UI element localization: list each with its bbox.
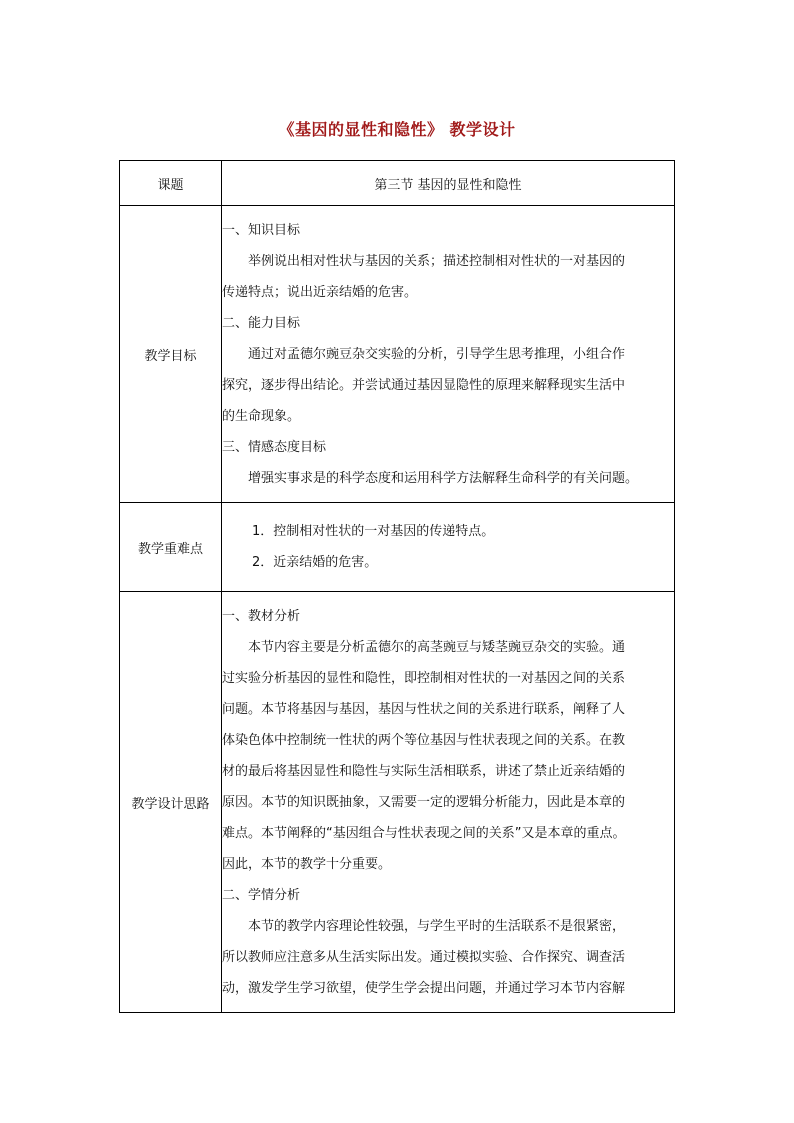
design-text-line: 因此，本节的教学十分重要。	[222, 856, 392, 872]
key-points-row	[120, 503, 675, 592]
goals-heading-attitude: 三、情感态度目标	[222, 439, 327, 455]
course-label: 课题	[120, 161, 222, 206]
design-text-line: 问题。本节将基因与基因，基因与性状之间的关系进行联系，阐释了人	[222, 701, 626, 717]
key-point-item: 1．控制相对性状的一对基因的传递特点。	[252, 524, 495, 539]
goals-text-line: 增强实事求是的科学态度和运用科学方法解释生命科学的有关问题。	[248, 470, 639, 486]
design-text-line: 动，激发学生学习欲望，使学生学会提出问题，并通过学习本节内容解	[222, 980, 626, 996]
goals-text-line: 的生命现象。	[222, 408, 301, 424]
course-row	[120, 161, 675, 206]
design-heading-students: 二、学情分析	[222, 887, 301, 903]
goals-text-line: 探究，逐步得出结论。并尝试通过基因显隐性的原理来解释现实生活中	[222, 377, 626, 393]
design-text-line: 材的最后将基因显性和隐性与实际生活相联系，讲述了禁止近亲结婚的	[222, 763, 626, 779]
design-text-line: 原因。本节的知识既抽象，又需要一定的逻辑分析能力，因此是本章的	[222, 794, 626, 810]
design-content	[222, 592, 675, 1013]
design-text-line: 体染色体中控制统一性状的两个等位基因与性状表现之间的关系。在教	[222, 732, 626, 748]
design-label: 教学设计思路	[120, 592, 222, 1013]
design-text-line: 所以教师应注意多从生活实际出发。通过模拟实验、合作探究、调查活	[222, 949, 626, 965]
goals-text-line: 通过对孟德尔豌豆杂交实验的分析，引导学生思考推理，小组合作	[248, 346, 626, 362]
goals-row	[120, 206, 675, 503]
design-text-line: 本节内容主要是分析孟德尔的高茎豌豆与矮茎豌豆杂交的实验。通	[248, 639, 626, 655]
design-text-line: 本节的教学内容理论性较强，与学生平时的生活联系不是很紧密，	[248, 918, 626, 934]
key-point-item: 2．近亲结婚的危害。	[252, 555, 378, 570]
goals-heading-knowledge: 一、知识目标	[222, 222, 301, 238]
design-text-line: 难点。本节阐释的“基因组合与性状表现之间的关系”又是本章的重点。	[222, 825, 626, 841]
goals-label: 教学目标	[120, 206, 222, 503]
goals-text-line: 传递特点；说出近亲结婚的危害。	[222, 284, 418, 300]
goals-content	[222, 206, 675, 503]
design-row	[120, 592, 675, 1013]
goals-heading-ability: 二、能力目标	[222, 315, 301, 331]
key-points-label: 教学重难点	[120, 503, 222, 592]
document-title: 《基因的显性和隐性》 教学设计	[278, 120, 516, 139]
lesson-plan-table	[119, 160, 675, 1013]
key-points-content	[222, 503, 675, 592]
design-heading-materials: 一、教材分析	[222, 608, 301, 624]
design-text-line: 过实验分析基因的显性和隐性，即控制相对性状的一对基因之间的关系	[222, 670, 626, 686]
course-value: 第三节 基因的显性和隐性	[222, 161, 675, 206]
goals-text-line: 举例说出相对性状与基因的关系；描述控制相对性状的一对基因的	[248, 253, 626, 269]
